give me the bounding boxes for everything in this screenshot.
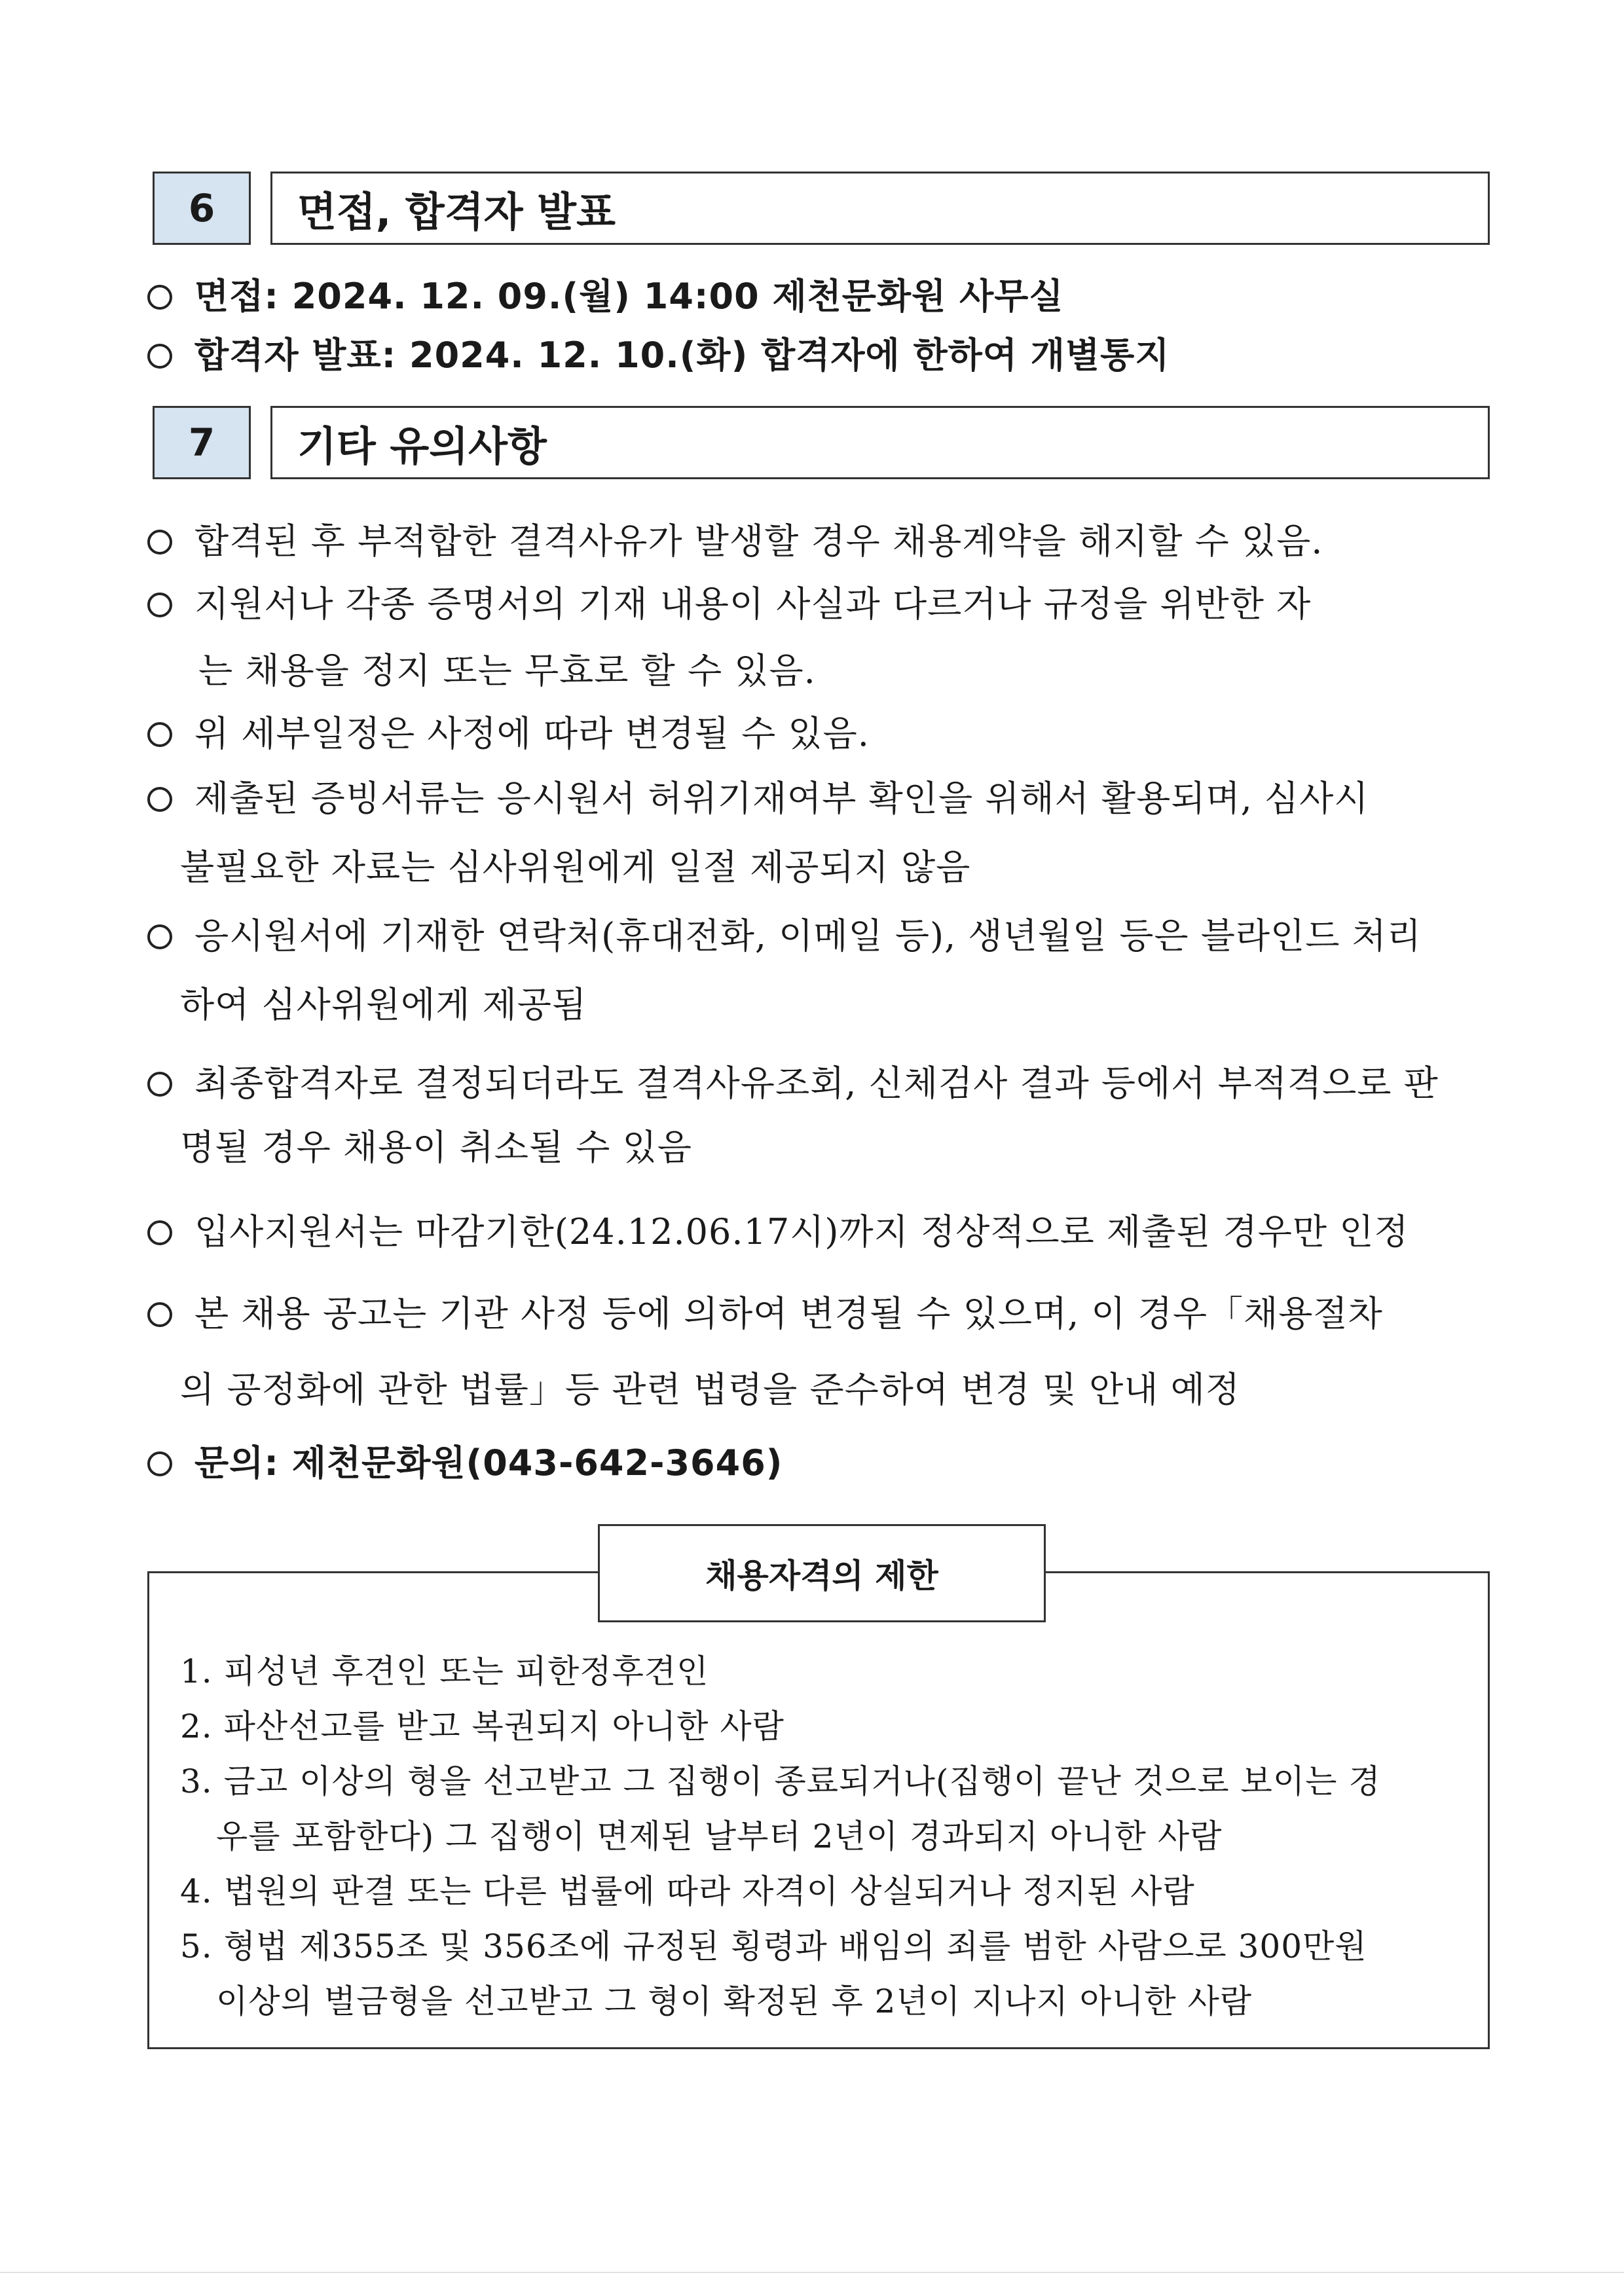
circle-bullet-icon	[147, 924, 172, 949]
circle-bullet-icon	[147, 1451, 172, 1476]
section-7-number: 7	[153, 406, 251, 479]
section-7-title: 기타 유의사항	[270, 406, 1490, 479]
restriction-item: 4. 법원의 판결 또는 다른 법률에 따라 자격이 상실되거나 정지된 사람	[180, 1872, 1195, 1910]
circle-bullet-icon	[147, 1220, 172, 1245]
circle-bullet-icon	[147, 722, 172, 747]
notice-item-continuation: 는 채용을 정지 또는 무효로 할 수 있음.	[198, 650, 816, 691]
notice-item: 지원서나 각종 증명서의 기재 내용이 사실과 다르거나 규정을 위반한 자	[147, 581, 1311, 627]
restrictions-title: 채용자격의 제한	[598, 1524, 1046, 1622]
notice-item: 제출된 증빙서류는 응시원서 허위기재여부 확인을 위해서 활용되며, 심사시	[147, 776, 1369, 822]
restriction-item: 2. 파산선고를 받고 복권되지 아니한 사람	[180, 1707, 784, 1745]
notice-item-continuation: 명될 경우 채용이 취소될 수 있음	[180, 1127, 692, 1168]
circle-bullet-icon	[147, 1302, 172, 1327]
notice-item-continuation: 의 공정화에 관한 법률」등 관련 법령을 준수하여 변경 및 안내 예정	[180, 1369, 1240, 1410]
restrictions-box	[147, 1571, 1490, 2049]
notice-item: 입사지원서는 마감기한(24.12.06.17시)까지 정상적으로 제출된 경우만 인정	[147, 1209, 1409, 1255]
notice-item: 최종합격자로 결정되더라도 결격사유조회, 신체검사 결과 등에서 부적격으로 판	[147, 1061, 1439, 1106]
section-6-item-interview: 면접: 2024. 12. 09.(월) 14:00 제천문화원 사무실	[147, 274, 1064, 319]
restriction-item-continuation: 이상의 벌금형을 선고받고 그 형이 확정된 후 2년이 지나지 아니한 사람	[216, 1982, 1253, 2020]
restriction-item-continuation: 우를 포함한다) 그 집행이 면제된 날부터 2년이 경과되지 아니한 사람	[216, 1817, 1223, 1855]
circle-bullet-icon	[147, 285, 172, 310]
circle-bullet-icon	[147, 344, 172, 369]
circle-bullet-icon	[147, 787, 172, 812]
restriction-item: 3. 금고 이상의 형을 선고받고 그 집행이 종료되거나(집행이 끝난 것으로 보이는 경	[180, 1762, 1381, 1800]
section-6-number: 6	[153, 172, 251, 245]
page-bottom-rule	[0, 2272, 1624, 2273]
circle-bullet-icon	[147, 530, 172, 555]
circle-bullet-icon	[147, 1072, 172, 1097]
notice-item-continuation: 하여 심사위원에게 제공됨	[180, 984, 587, 1025]
notice-item: 본 채용 공고는 기관 사정 등에 의하여 변경될 수 있으며, 이 경우「채용절차	[147, 1291, 1383, 1337]
section-6-item-announcement: 합격자 발표: 2024. 12. 10.(화) 합격자에 한하여 개별통지	[147, 333, 1170, 378]
contact-item: 문의: 제천문화원(043-642-3646)	[147, 1440, 783, 1486]
circle-bullet-icon	[147, 592, 172, 617]
notice-item: 합격된 후 부적합한 결격사유가 발생할 경우 채용계약을 해지할 수 있음.	[147, 519, 1323, 564]
restriction-item: 1. 피성년 후견인 또는 피한정후견인	[180, 1652, 709, 1690]
notice-item: 응시원서에 기재한 연락처(휴대전화, 이메일 등), 생년월일 등은 블라인드 처리	[147, 913, 1422, 959]
notice-item: 위 세부일정은 사정에 따라 변경될 수 있음.	[147, 711, 870, 757]
section-6-title: 면접, 합격자 발표	[270, 172, 1490, 245]
notice-item-continuation: 불필요한 자료는 심사위원에게 일절 제공되지 않음	[180, 847, 971, 888]
restriction-item: 5. 형법 제355조 및 356조에 규정된 횡령과 배임의 죄를 범한 사람으로 300만원	[180, 1927, 1367, 1965]
